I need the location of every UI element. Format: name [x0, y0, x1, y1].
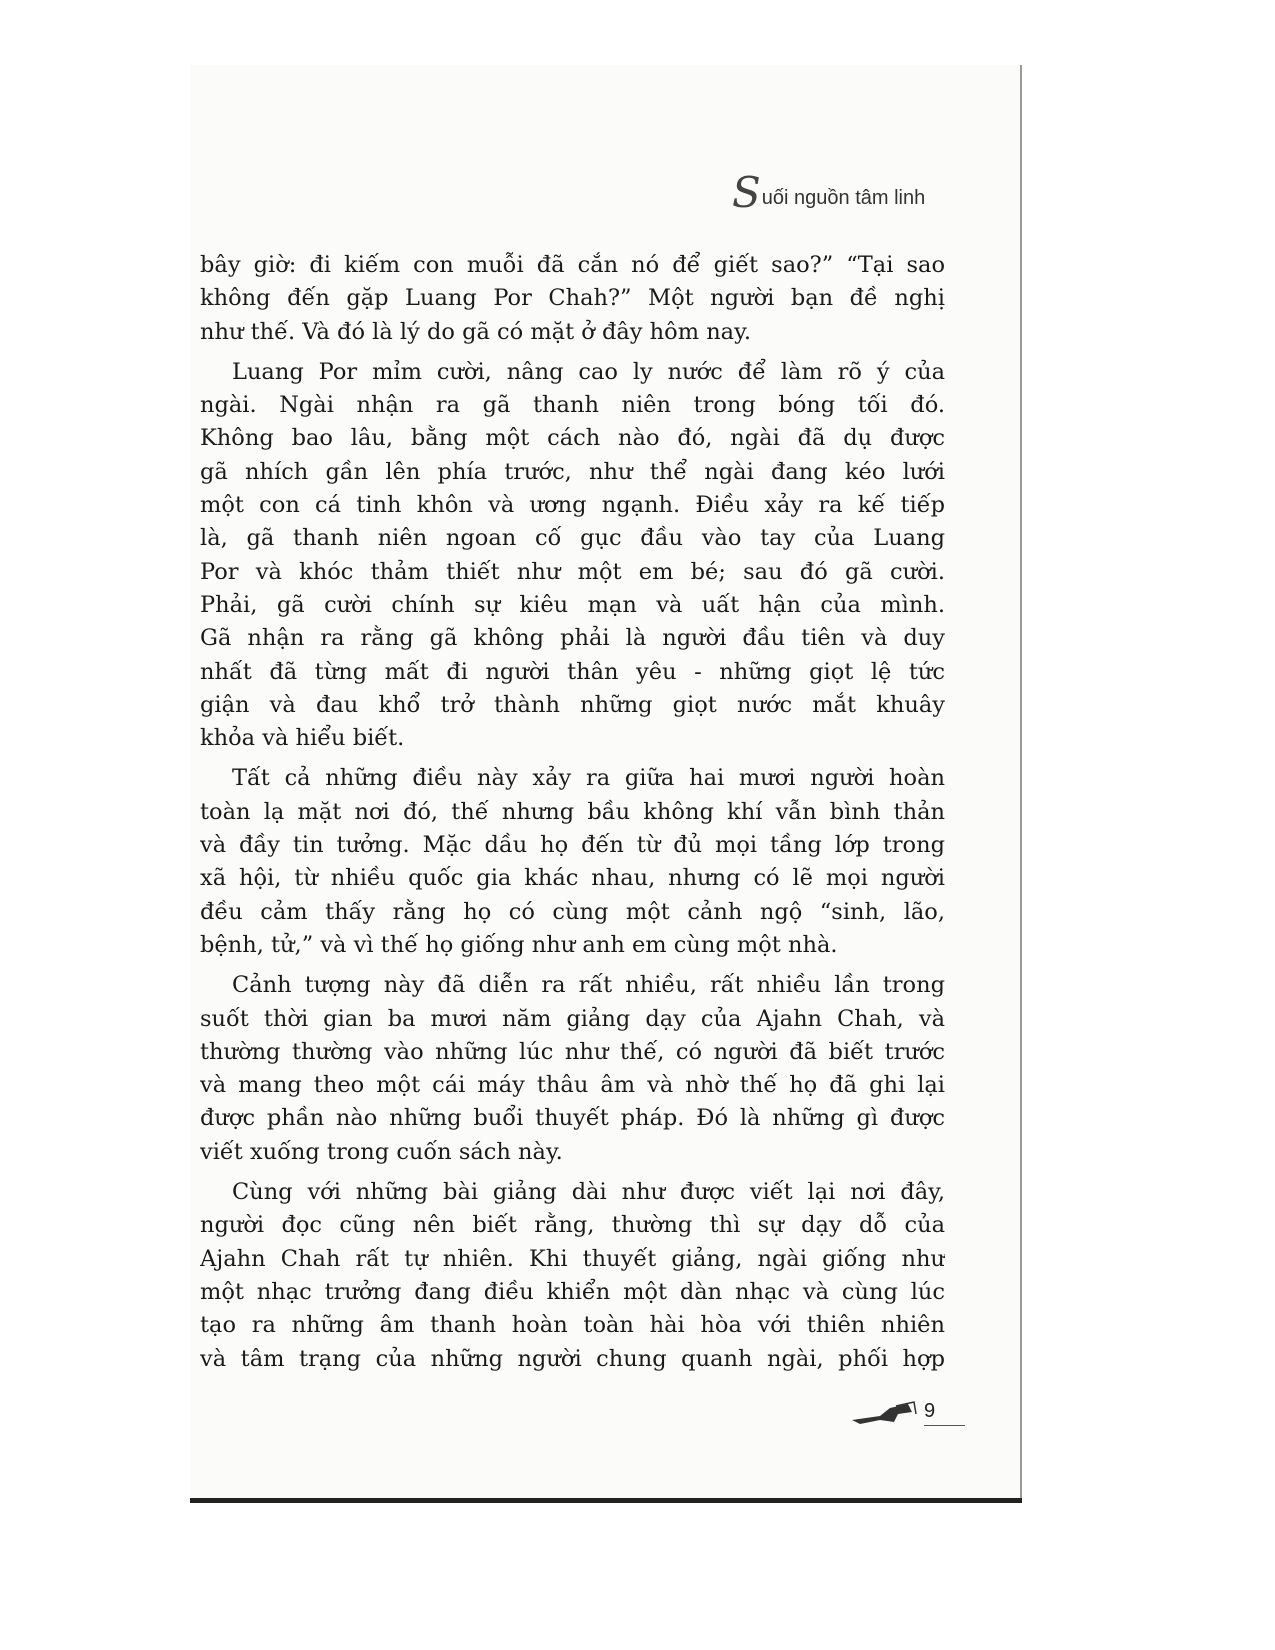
text-line: toàn lạ mặt nơi đó, thế nhưng bầu không khí vẫn bình thản [200, 798, 945, 825]
text-line: Gã nhận ra rằng gã không phải là người đầu tiên và duy [200, 625, 945, 652]
text-line: Luang Por mỉm cười, nâng cao ly nước để làm rõ ý của [232, 358, 945, 385]
text-line: một nhạc trưởng đang điều khiển một dàn nhạc và cùng lúc [200, 1278, 945, 1305]
running-header [732, 168, 926, 217]
text-line: tạo ra những âm thanh hoàn toàn hài hòa với thiên nhiên [200, 1312, 945, 1339]
text-line: giận và đau khổ trở thành những giọt nước mắt khuây [200, 691, 945, 718]
text-line: Cảnh tượng này đã diễn ra rất nhiều, rất nhiều lần trong [232, 972, 945, 999]
page-number: 9 [924, 1400, 965, 1426]
text-line: người đọc cũng nên biết rằng, thường thì sự dạy dỗ của [200, 1212, 945, 1239]
ornament-icon [850, 1400, 920, 1426]
paragraph [200, 249, 945, 349]
text-line: Ajahn Chah rất tự nhiên. Khi thuyết giảng, ngài giống như [200, 1245, 945, 1272]
text-line: Phải, gã cười chính sự kiêu mạn và uất hận của mình. [200, 591, 945, 618]
text-line: và tâm trạng của những người chung quanh ngài, phối hợp [200, 1345, 945, 1372]
paragraph [200, 356, 945, 756]
header-ornamental-initial: S [732, 168, 761, 217]
text-line: như thế. Và đó là lý do gã có mặt ở đây hôm nay. [200, 318, 751, 345]
text-line: Por và khóc thảm thiết như một em bé; sau đó gã cười. [200, 558, 945, 585]
text-line: viết xuống trong cuốn sách này. [200, 1138, 563, 1165]
page-footer [850, 1400, 965, 1426]
paragraph [200, 1176, 945, 1376]
text-line: thường thường vào những lúc như thế, có người đã biết trước [200, 1038, 945, 1065]
text-line: suốt thời gian ba mươi năm giảng dạy của Ajahn Chah, và [200, 1005, 945, 1032]
paragraph [200, 762, 945, 962]
text-line: và đầy tin tưởng. Mặc dầu họ đến từ đủ mọi tầng lớp trong [200, 832, 945, 859]
text-line: Tất cả những điều này xảy ra giữa hai mươi người hoàn [232, 765, 945, 792]
text-line: bệnh, tử,” và vì thế họ giống như anh em cùng một nhà. [200, 931, 838, 958]
text-line: khỏa và hiểu biết. [200, 725, 405, 752]
text-line: nhất đã từng mất đi người thân yêu - những giọt lệ tức [200, 658, 945, 685]
text-line: bây giờ: đi kiếm con muỗi đã cắn nó để giết sao?” “Tại sao [200, 252, 945, 278]
text-line: ngài. Ngài nhận ra gã thanh niên trong bóng tối đó. [200, 392, 945, 419]
text-line: Cùng với những bài giảng dài như được viết lại nơi đây, [232, 1179, 945, 1206]
text-line: là, gã thanh niên ngoan cố gục đầu vào tay của Luang [200, 525, 945, 552]
text-line: gã nhích gần lên phía trước, như thể ngài đang kéo lưới [200, 458, 945, 485]
header-title: uối nguồn tâm linh [761, 187, 926, 209]
text-line: đều cảm thấy rằng họ có cùng một cảnh ngộ “sinh, lão, [200, 898, 945, 925]
body-text [200, 249, 945, 1383]
text-line: không đến gặp Luang Por Chah?” Một người bạn đề nghị [200, 285, 945, 312]
text-line: một con cá tinh khôn và ương ngạnh. Điều xảy ra kế tiếp [200, 492, 945, 519]
page-bottom-edge [190, 1498, 1022, 1503]
text-line: và mang theo một cái máy thâu âm và nhờ thế họ đã ghi lại [200, 1072, 945, 1099]
text-line: xã hội, từ nhiều quốc gia khác nhau, nhưng có lẽ mọi người [200, 865, 945, 892]
paragraph [200, 969, 945, 1169]
text-line: Không bao lâu, bằng một cách nào đó, ngài đã dụ được [200, 425, 945, 452]
text-line: được phần nào những buổi thuyết pháp. Đó là những gì được [200, 1105, 945, 1132]
